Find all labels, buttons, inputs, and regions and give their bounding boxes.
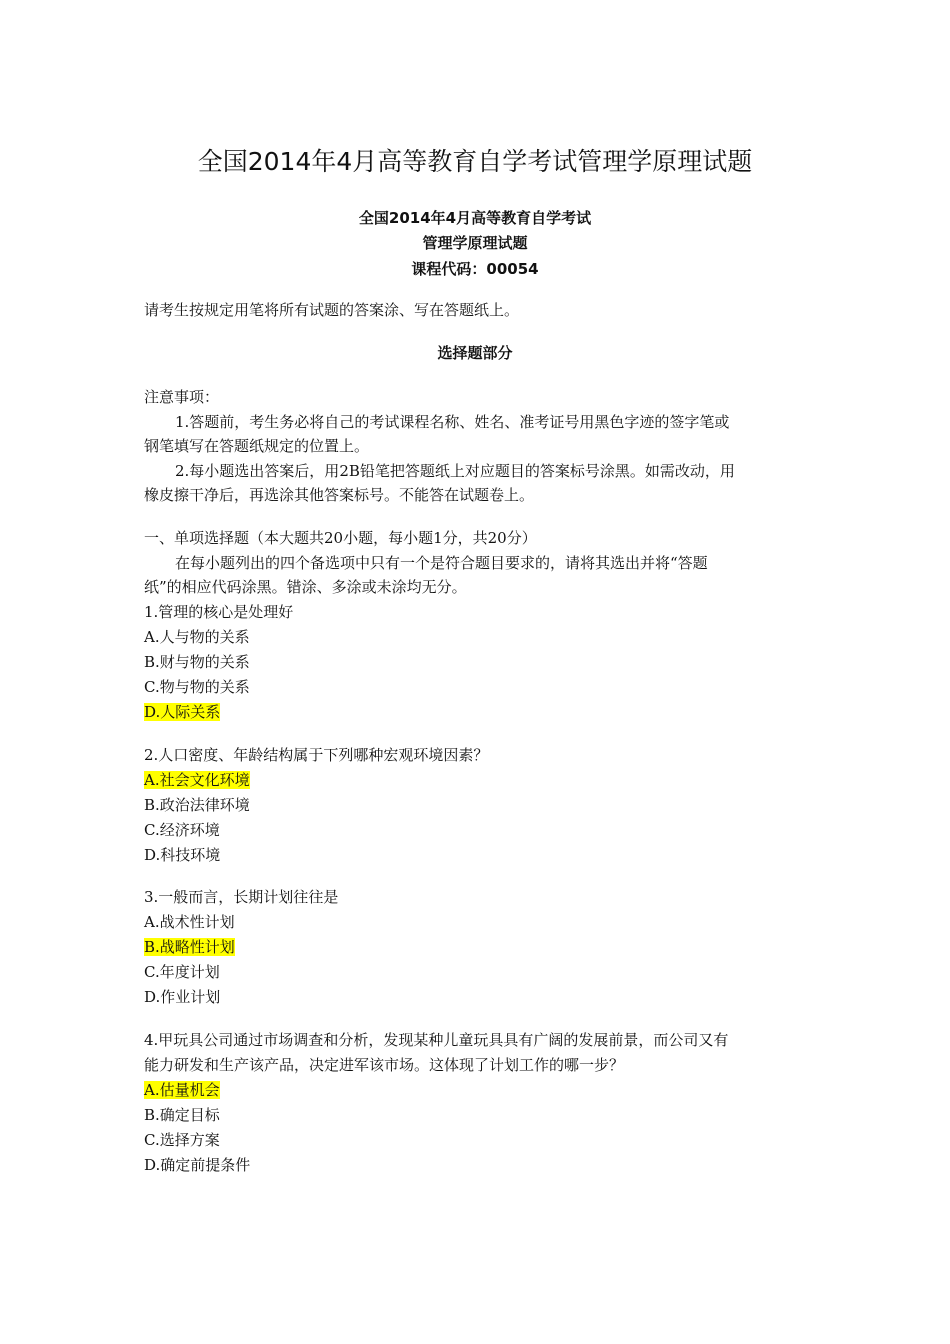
part1-heading: 一、单项选择题（本大题共20小题，每小题1分，共20分） [144,529,537,547]
q3-option-d: D.作业计划 [144,988,221,1006]
q4-option-a-answer [144,1078,220,1102]
answer-highlight: D.人际关系 [144,703,221,721]
part1-instruction-line1: 在每小题列出的四个备选项中只有一个是符合题目要求的，请将其选出并将“答题 [175,554,708,572]
exam-header-line2: 管理学原理试题 [422,234,528,252]
notice-item2-line1: 2.每小题选出答案后，用2B铅笔把答题纸上对应题目的答案标号涂黑。如需改动，用 [175,462,735,480]
q3-option-c: C.年度计划 [144,963,220,981]
q4-option-d: D.确定前提条件 [144,1156,251,1174]
answer-highlight: B.战略性计划 [144,938,235,956]
q2-option-b: B.政治法律环境 [144,796,250,814]
q1-option-a: A.人与物的关系 [144,628,250,646]
page-title: 全国2014年4月高等教育自学考试管理学原理试题 [197,147,753,176]
intro-text: 请考生按规定用笔将所有试题的答案涂、写在答题纸上。 [144,301,520,319]
notice-item1-line2: 钢笔填写在答题纸规定的位置上。 [144,437,370,455]
exam-header-line1: 全国2014年4月高等教育自学考试 [358,209,592,227]
q4-option-c: C.选择方案 [144,1131,220,1149]
q1-option-d-answer [144,700,220,724]
answer-highlight: A.估量机会 [144,1081,220,1099]
part1-instruction-line2: 纸”的相应代码涂黑。错涂、多涂或未涂均无分。 [144,578,467,596]
notice-item1-line1: 1.答题前，考生务必将自己的考试课程名称、姓名、准考证号用黑色字迹的签字笔或 [175,413,730,431]
q1-option-b: B.财与物的关系 [144,653,250,671]
exam-header-course-code: 课程代码：00054 [411,260,539,278]
q3-option-b-answer [144,935,235,959]
q3-stem: 3.一般而言，长期计划往往是 [144,888,339,906]
q2-option-a-answer [144,768,250,792]
section-title: 选择题部分 [437,344,513,362]
notice-heading: 注意事项： [144,388,220,406]
q2-option-c: C.经济环境 [144,821,220,839]
notice-item2-line2: 橡皮擦干净后，再选涂其他答案标号。不能答在试题卷上。 [144,486,535,504]
q2-stem: 2.人口密度、年龄结构属于下列哪种宏观环境因素？ [144,746,489,764]
q3-option-a: A.战术性计划 [144,913,235,931]
q4-stem-line1: 4.甲玩具公司通过市场调查和分析，发现某种儿童玩具具有广阔的发展前景，而公司又有 [144,1031,729,1049]
q1-option-c: C.物与物的关系 [144,678,250,696]
q4-option-b: B.确定目标 [144,1106,220,1124]
answer-highlight: A.社会文化环境 [144,771,250,789]
q1-stem: 1.管理的核心是处理好 [144,603,294,621]
q4-stem-line2: 能力研发和生产该产品，决定进军该市场。这体现了计划工作的哪一步？ [144,1056,625,1074]
q2-option-d: D.科技环境 [144,846,221,864]
